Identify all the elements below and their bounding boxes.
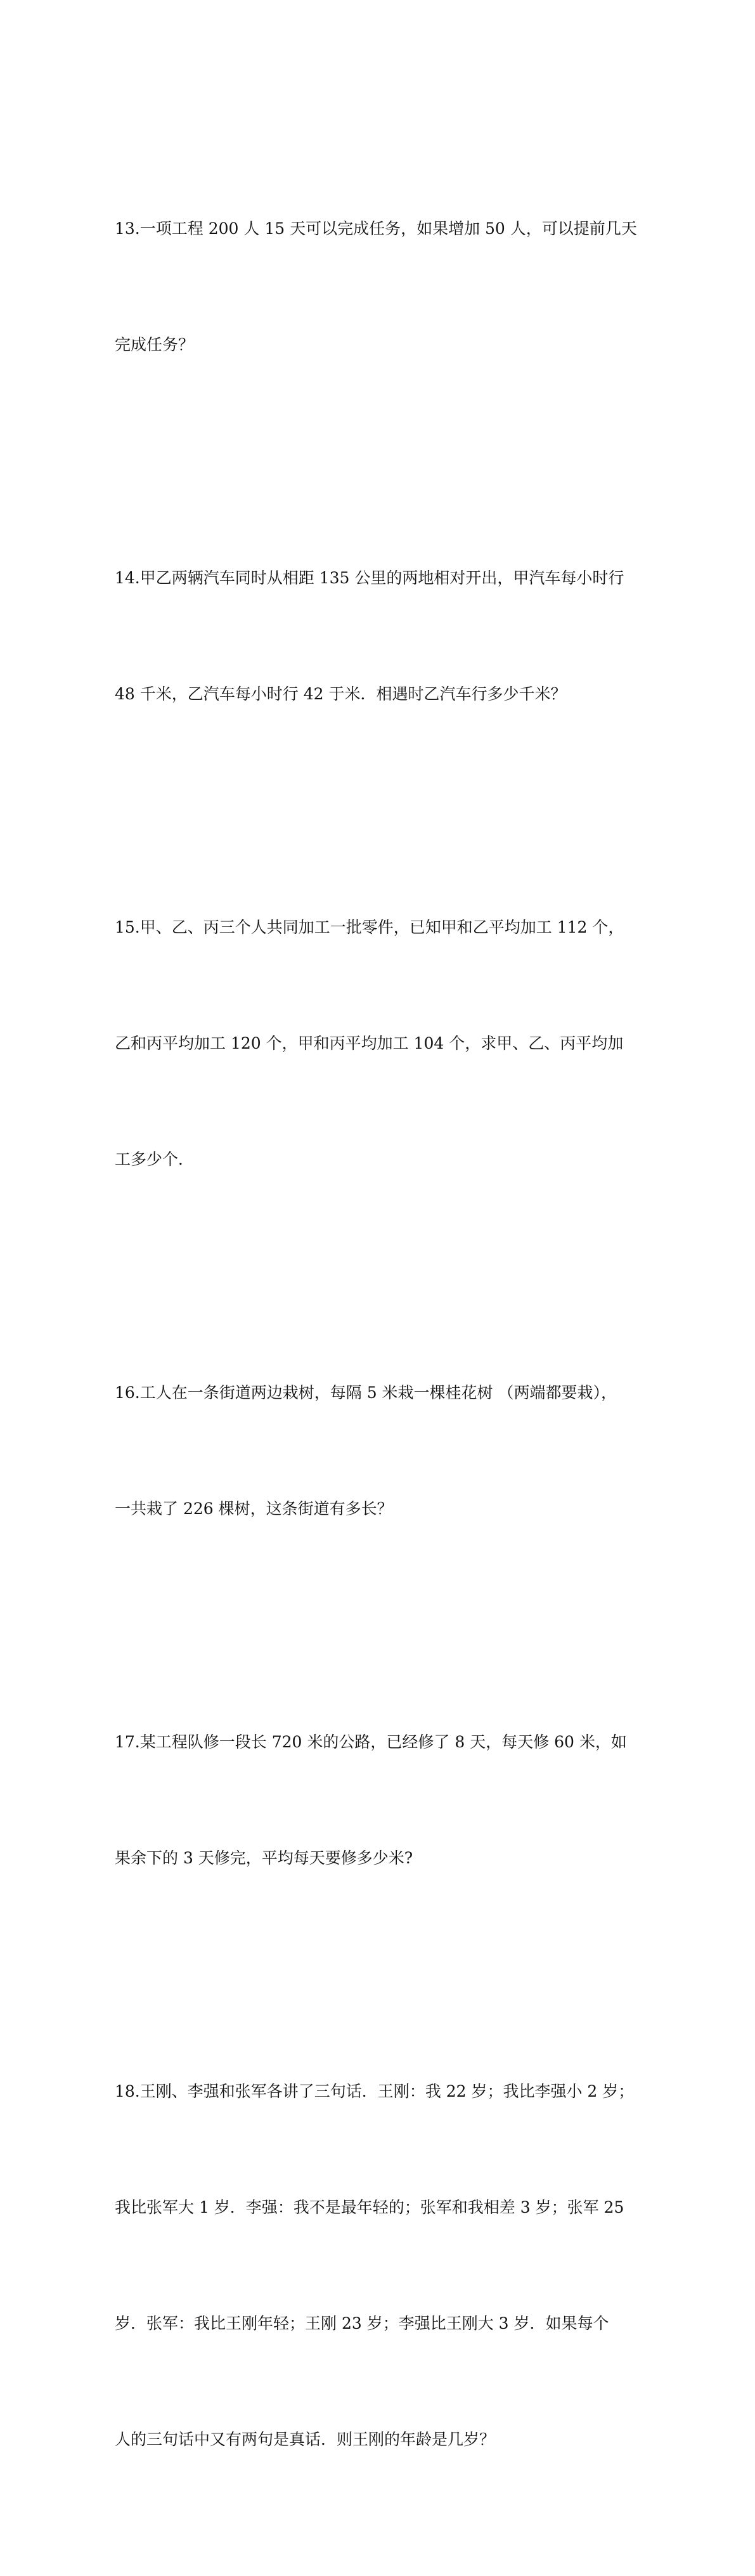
problem-line: 人的三句话中又有两句是真话．则王刚的年龄是几岁？: [115, 2430, 496, 2449]
problem-line: 14.甲乙两辆汽车同时从相距 135 公里的两地相对开出，甲汽车每小时行: [115, 569, 624, 587]
problem-line: 17.某工程队修一段长 720 米的公路，已经修了 8 天，每天修 60 米，如: [115, 1733, 627, 1751]
problem-15: [115, 831, 647, 1256]
problem-line: 果余下的 3 天修完，平均每天要修多少米?: [115, 1849, 413, 1867]
problem-list: [115, 132, 647, 2576]
problem-line: 我比张军大 1 岁．李强：我不是最年轻的；张军和我相差 3 岁；张军 25: [115, 2198, 624, 2217]
problem-line: 13.一项工程 200 人 15 天可以完成任务，如果增加 50 人，可以提前几天: [115, 219, 637, 238]
problem-14: [115, 481, 647, 791]
problem-16: [115, 1296, 647, 1605]
problem-line: 15.甲、乙、丙三个人共同加工一批零件，已知甲和乙平均加工 112 个，: [115, 918, 624, 936]
problem-13: [115, 132, 647, 441]
problem-17: [115, 1645, 647, 1955]
problem-line: 乙和丙平均加工 120 个，甲和丙平均加工 104 个，求甲、乙、丙平均加: [115, 1034, 624, 1052]
problem-line: 完成任务？: [115, 335, 195, 354]
problem-18: [115, 1995, 647, 2536]
problem-line: 工多少个．: [115, 1150, 195, 1168]
problem-line: 一共栽了 226 棵树，这条街道有多长？: [115, 1499, 393, 1518]
problem-line: 16.工人在一条街道两边栽树，每隔 5 米栽一棵桂花树 （两端都要栽），: [115, 1383, 617, 1402]
problem-line: 18.王刚、李强和张军各讲了三句话．王刚：我 22 岁；我比李强小 2 岁；: [115, 2082, 635, 2100]
problem-line: 岁．张军：我比王刚年轻；王刚 23 岁；李强比王刚大 3 岁．如果每个: [115, 2314, 609, 2333]
problem-line: 48 千米，乙汽车每小时行 42 于米．相遇时乙汽车行多少千米？: [115, 685, 567, 703]
